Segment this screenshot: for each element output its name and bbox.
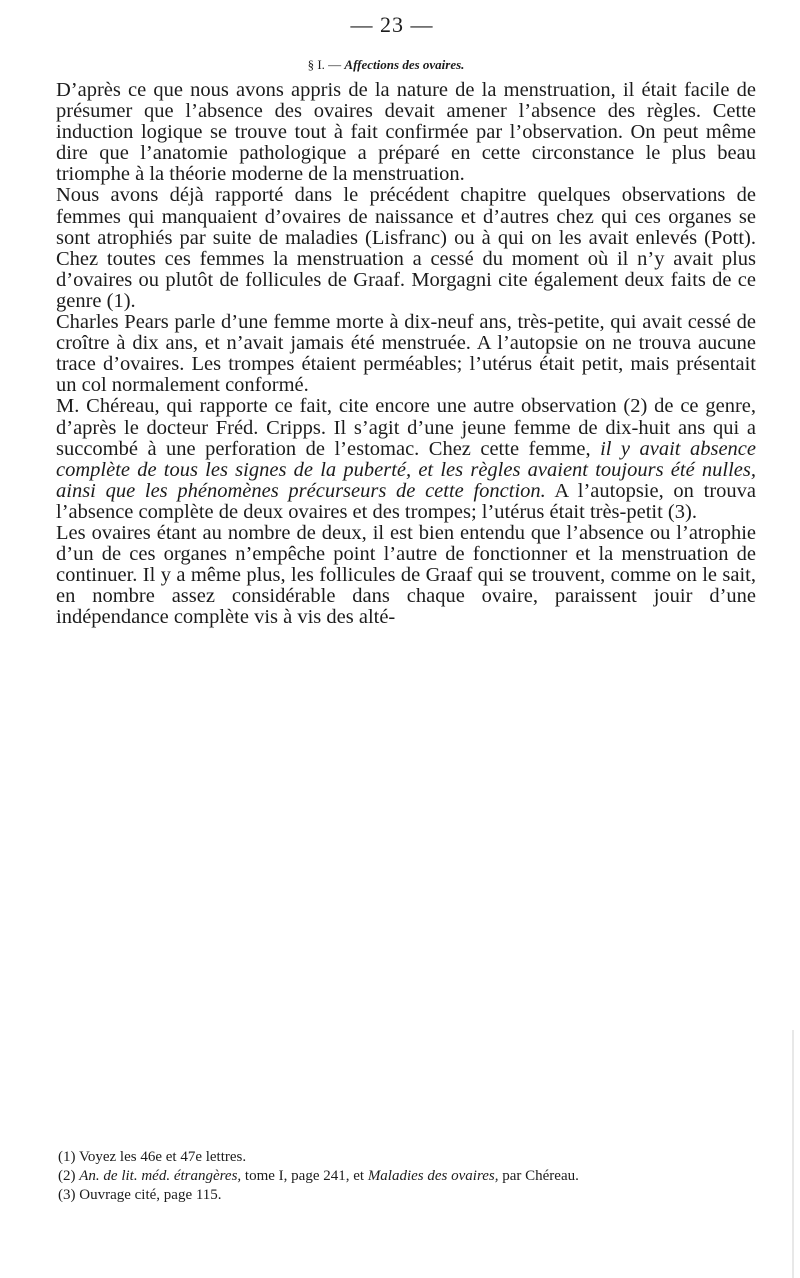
footnote-3: (3) Ouvrage cité, page 115. — [58, 1187, 222, 1203]
paragraph-4-italic-quote: il y avait absence complète de tous les signes de la puberté, et les règles avaient toujours été nulles, ainsi que les phénomènes précurseurs de cette fonction. — [56, 437, 757, 502]
footnote-2-reference: tome I, page 241, et — [241, 1168, 368, 1184]
paragraph-4-start: M. Chéreau, qui rapporte ce fait, cite encore une autre observation (2) de ce genre, d’après le docteur Fréd. Cripps. Il s’agit d’une jeune femme de dix-huit ans qui a succombé à une perforation de l’estomac. Chez cette femme, — [56, 395, 756, 460]
page-number: — 23 — — [350, 12, 434, 37]
footnote-2-number: (2) — [58, 1168, 80, 1184]
page-edge-shadow — [792, 1030, 794, 1278]
section-prefix: § I. — — [307, 57, 345, 72]
section-heading — [0, 57, 786, 73]
paragraph-5: Les ovaires étant au nombre de deux, il est bien entendu que l’absence ou l’atrophie d’un de ces organes n’empêche point l’autre de fonctionner et la menstruation de continuer. Il y a même plus, les follicules de Graaf qui se trouvent, comme on le sait, en nombre assez considérable dans chaque ovaire, paraissent jouir d’une indépendance complète vis à vis des alté- — [56, 521, 756, 629]
paragraph-4-end: A l’autopsie, on trouva l’absence complète de deux ovaires et des trompes; l’utérus était très-petit (3). — [56, 479, 756, 523]
footnotes — [58, 1148, 758, 1205]
body-text — [56, 80, 756, 628]
footnote-2-book: Maladies des ovaires, — [367, 1168, 499, 1184]
section-title: Affections des ovaires. — [344, 57, 465, 72]
paragraph-3: Charles Pears parle d’une femme morte à dix-neuf ans, très-petite, qui avait cessé de croître à dix ans, et n’avait jamais été menstruée. A l’autopsie on ne trouva aucune trace d’ovaires. Les trompes étaient perméables; l’utérus était petit, mais présentait un col normalement conformé. — [56, 311, 756, 397]
footnote-1: (1) Voyez les 46e et 47e lettres. — [58, 1149, 247, 1165]
paragraph-2: Nous avons déjà rapporté dans le précédent chapitre quelques observations de femmes qui manquaient d’ovaires de naissance et d’autres chez qui ces organes se sont atrophiés par suite de maladies (Lisfranc) ou à qui on les avait enlevés (Pott). Chez toutes ces femmes la menstruation a cessé du moment où il n’y avait plus d’ovaires ou plutôt de follicules de Graaf. Morgagni cite également deux faits de ce genre (1). — [56, 184, 756, 312]
paragraph-1: D’après ce que nous avons appris de la nature de la menstruation, il était facile de présumer que l’absence des ovaires devait amener l’absence des règles. Cette induction logique se trouve tout à fait confirmée par l’observation. On peut même dire que l’anatomie pathologique a préparé en cette circonstance le plus beau triomphe à la théorie moderne de la menstruation. — [56, 79, 756, 186]
footnote-2 — [58, 1167, 758, 1186]
footnote-2-journal: An. de lit. méd. étrangères, — [79, 1168, 242, 1184]
footnote-2-author: par Chéreau. — [498, 1168, 579, 1184]
paragraph-4 — [56, 396, 756, 523]
